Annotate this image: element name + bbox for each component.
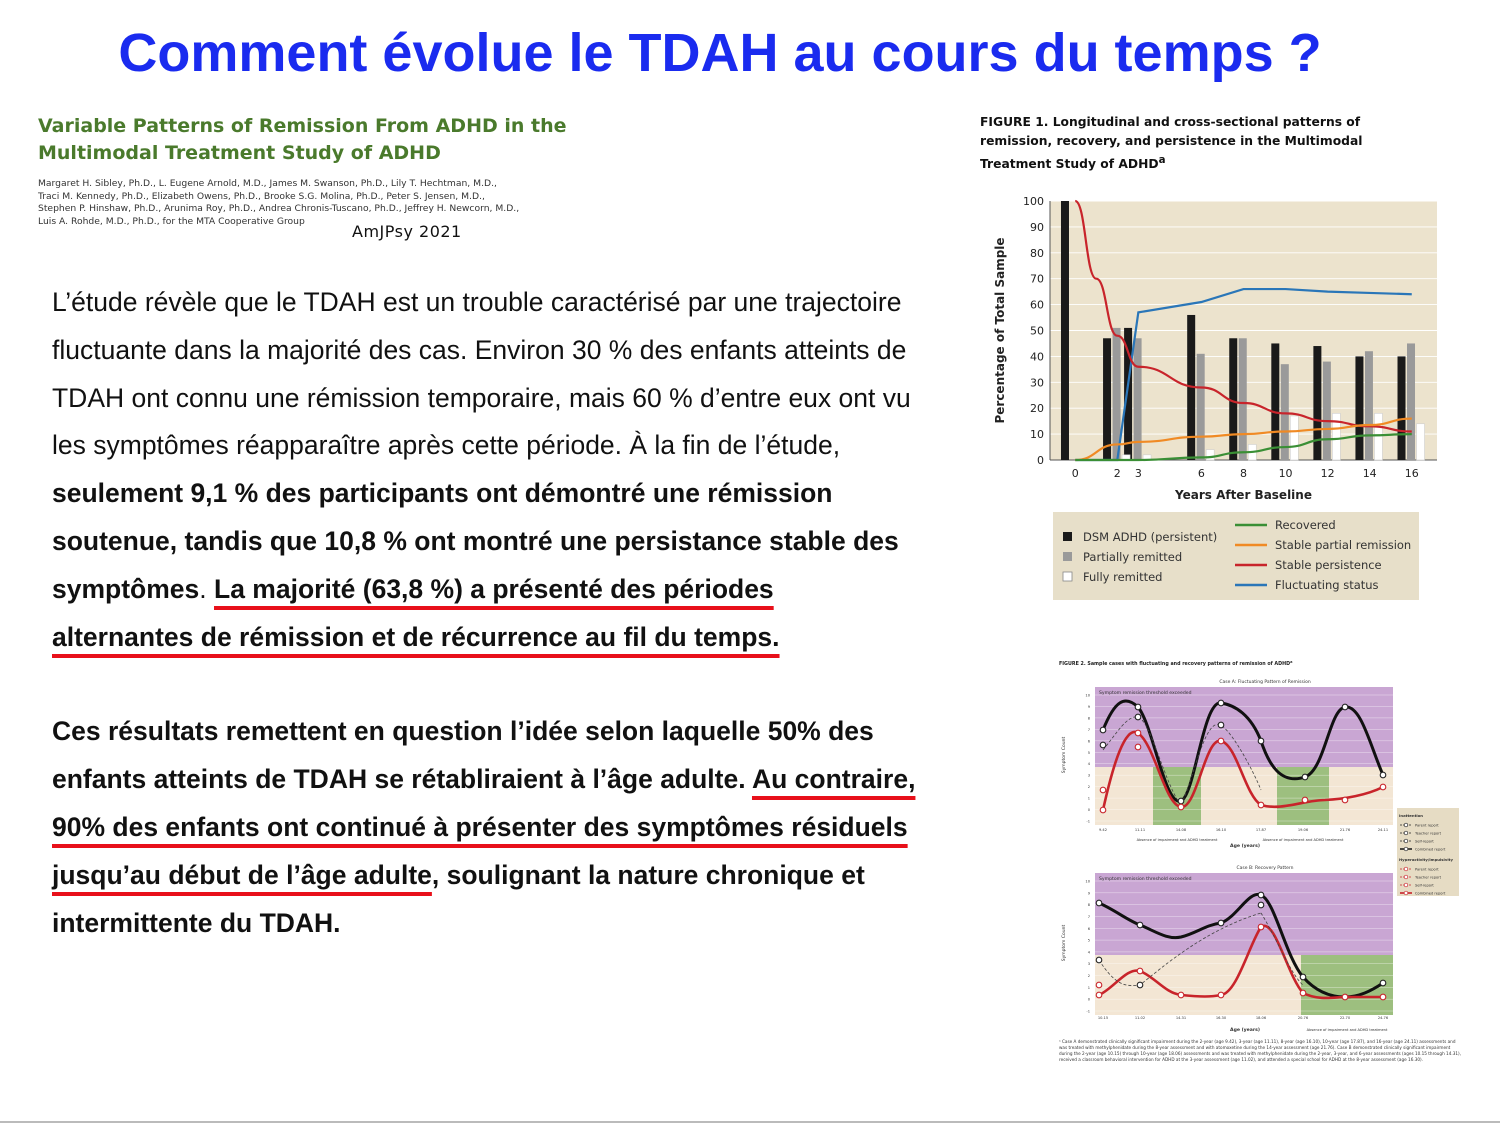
- figure2-ytick-label: 7: [1087, 727, 1090, 732]
- figure1-ytick-label: 70: [1030, 272, 1044, 286]
- figure2-ytick-label: 3: [1087, 962, 1090, 967]
- journal-reference: AmJPsy 2021: [352, 222, 462, 241]
- figure2-legend-marker: [1404, 891, 1408, 895]
- figure1-bar-partially: [1281, 364, 1289, 460]
- p1-period: .: [199, 573, 215, 604]
- paper-title-line1: Variable Patterns of Remission From ADHD in the: [38, 115, 567, 137]
- paragraph-2: [52, 708, 922, 947]
- figure2-point: [1096, 900, 1102, 906]
- legend-label-fluctuating: Fluctuating status: [1275, 578, 1379, 592]
- figure2-point: [1342, 994, 1348, 1000]
- figure2-legend-marker: [1404, 839, 1408, 843]
- figure1-bar-persistent: [1103, 338, 1111, 460]
- figure2-point: [1258, 902, 1264, 908]
- caseA-threshold-label: Symptom remission threshold exceeded: [1099, 691, 1192, 696]
- figure1-xtick-label: 6: [1197, 467, 1205, 480]
- figure2-ytick-label: 5: [1087, 938, 1090, 943]
- figure2-point: [1137, 922, 1143, 928]
- legend-swatch-fully: [1063, 572, 1072, 581]
- figure2-xtick-label: 22.70: [1339, 1016, 1351, 1020]
- figure2-point: [1300, 990, 1306, 996]
- legend-label-partially: Partially remitted: [1083, 550, 1183, 564]
- figure2-ytick-label: -1: [1086, 819, 1090, 824]
- figure1-ytick-label: 20: [1030, 402, 1044, 416]
- paper-title-line2: Multimodal Treatment Study of ADHD: [38, 142, 441, 164]
- figure1-bar-fully: [1374, 413, 1382, 460]
- figure2-legend-inattention: Inattention: [1399, 813, 1424, 818]
- figure2-point: [1137, 968, 1143, 974]
- figure2-point: [1342, 797, 1348, 803]
- figure2-legend-label: Self-report: [1415, 883, 1434, 888]
- p1-bold: seulement 9,1 % des participants ont démontré une rémission soutenue, tandis que 10,8 % ont montré une persistance stable des symptômes: [52, 478, 899, 604]
- figure1-ytick-label: 0: [1037, 454, 1044, 467]
- figure2-point: [1342, 704, 1348, 710]
- figure2-point: [1258, 738, 1264, 744]
- figure2-ytick-label: 10: [1085, 879, 1090, 884]
- legend-label-persistent: DSM ADHD (persistent): [1083, 530, 1218, 544]
- figure2-point: [1258, 924, 1264, 930]
- figure2-ytick-label: 3: [1087, 773, 1090, 778]
- figure2-point: [1218, 920, 1224, 926]
- figure2-legend-label: Parent report: [1415, 823, 1439, 828]
- figure1-xtick-label: 3: [1134, 467, 1142, 480]
- figure1-bar-persistent: [1313, 346, 1321, 460]
- figure2-ytick-label: 4: [1087, 762, 1090, 767]
- figure2-ytick-label: 10: [1085, 693, 1090, 698]
- figure2-point: [1178, 992, 1184, 998]
- figure2-xtick-label: 10.15: [1097, 1016, 1109, 1020]
- figure2-legend-label: Self-report: [1415, 839, 1434, 844]
- caseA-absence-label-1: Absence of impairment and ADHD treatment: [1136, 838, 1218, 842]
- figure2-xtick-label: 20.76: [1297, 1016, 1309, 1020]
- figure1-xlabel: Years After Baseline: [1175, 488, 1312, 502]
- figure2-point: [1096, 992, 1102, 998]
- figure2-legend-marker: [1404, 875, 1408, 879]
- caseA-xlabel: Age (years): [1230, 844, 1260, 849]
- figure2-point: [1300, 974, 1306, 980]
- legend-label-stable-persistence: Stable persistence: [1275, 558, 1382, 572]
- figure2-point: [1096, 982, 1102, 988]
- legend-swatch-persistent: [1063, 532, 1072, 541]
- p1-highlight: La majorité (63,8 %) a présenté des périodes alternantes de rémission et de récurrence au fil du temps.: [52, 573, 780, 652]
- figure2-point: [1380, 980, 1386, 986]
- figure2-legend-label: Teacher report: [1415, 875, 1442, 880]
- figure2-ytick-label: -1: [1086, 1009, 1090, 1014]
- figure2-ytick-label: 2: [1087, 974, 1090, 979]
- figure2-point: [1100, 727, 1106, 733]
- figure2-xtick-label: 14.08: [1175, 828, 1187, 832]
- figure1-ytick-label: 30: [1030, 376, 1044, 390]
- p2-highlight: Au contraire, 90% des enfants ont continué à présenter des symptômes résiduels jusqu’au début de l’âge adulte: [52, 764, 916, 890]
- figure2-point: [1137, 982, 1143, 988]
- legend-label-fully: Fully remitted: [1083, 570, 1163, 584]
- figure1-bar-fully: [1206, 450, 1214, 460]
- figure1-xtick-label: 16: [1404, 467, 1419, 480]
- figure1-bar-persistent: [1355, 356, 1363, 460]
- figure2-ytick-label: 1: [1087, 985, 1090, 990]
- authors-line4: Luis A. Rohde, M.D., Ph.D., for the MTA Cooperative Group: [38, 215, 305, 227]
- figure2-ytick-label: 0: [1087, 997, 1090, 1002]
- figure2-point: [1135, 730, 1141, 736]
- figure2-point: [1100, 742, 1106, 748]
- figure2-ytick-label: 5: [1087, 750, 1090, 755]
- figure1-legend-graphic: [1053, 512, 1419, 600]
- figure2-legend-marker: [1404, 847, 1408, 851]
- caseB-ylabel: Symptom Count: [1062, 924, 1067, 962]
- figure1-caption-lead: FIGURE 1.: [980, 115, 1049, 129]
- figure2-legend-label: Parent report: [1415, 867, 1439, 872]
- figure2-xtick-label: 21.76: [1339, 828, 1351, 832]
- figure1-bar-partially: [1239, 338, 1247, 460]
- figure2-xtick-label: 17.87: [1255, 828, 1267, 832]
- figure2-xtick-label: 14.31: [1175, 1016, 1187, 1020]
- figure2-point: [1258, 892, 1264, 898]
- figure2-point: [1302, 797, 1308, 803]
- figure2-legend-hyper: Hyperactivity/Impulsivity: [1399, 857, 1453, 862]
- figure2-title: FIGURE 2. Sample cases with fluctuating and recovery patterns of remission of ADHD$^a$: [1059, 660, 1293, 667]
- paper-title: [38, 113, 598, 167]
- caseA-xaxis-labels: [1099, 828, 1388, 832]
- figure2-point: [1380, 994, 1386, 1000]
- figure1-ytick-label: 50: [1030, 324, 1044, 338]
- figure1-chart: [985, 185, 1445, 507]
- figure2-xtick-label: 19.06: [1297, 828, 1309, 832]
- figure1-xtick-label: 10: [1278, 467, 1293, 480]
- figure2-footnote: ᵃ Case A demonstrated clinically significant impairment during the 2-year (age 9.42), 3-year (age 11.11), 8-year (age 16.10), 10-year (age 17.87), and 16-year (age 24.11) assessments and was treated with methylphenidate during the 8-year assessment and with atomoxetine during the 14-year assessment (age 21.76). Case B demonstrated clinically significant impairment during the 2-year (age 10.15) through 10-year (age 18.06) assessments and was treated with methylphenidate during the 2-year, 3-year, and 6-year assessments (ages 10.15 through 14.31), received a classroom behavioral intervention for ADHD at the 3-year assessment (age 11.02), and attended a special school for ADHD at the 8-year assessment (age 16.30).: [1059, 1039, 1461, 1062]
- figure2-ytick-label: 7: [1087, 914, 1090, 919]
- figure2-legend-marker: [1404, 823, 1408, 827]
- figure1-bar-persistent: [1271, 343, 1279, 460]
- figure1-ytick-label: 100: [1023, 195, 1044, 208]
- body-text: [52, 279, 922, 947]
- figure2-xtick-label: 16.10: [1215, 828, 1227, 832]
- caseA-ylabel: Symptom Count: [1062, 736, 1067, 774]
- figure2-legend-label: Teacher report: [1415, 831, 1442, 836]
- caseB-xaxis-labels: [1098, 1016, 1389, 1020]
- page-bottom-divider: [0, 1121, 1500, 1123]
- figure2-ytick-label: 8: [1087, 903, 1090, 908]
- caseB-absence-label: Absence of impairment and ADHD treatment: [1306, 1028, 1388, 1032]
- figure2-point: [1100, 787, 1106, 793]
- figure2-point: [1178, 798, 1184, 804]
- figure1-bar-persistent: [1124, 328, 1132, 460]
- figure2-xtick-label: 24.11: [1377, 828, 1389, 832]
- figure2-point: [1380, 772, 1386, 778]
- figure2-legend-marker: [1404, 867, 1408, 871]
- figure1-ytick-label: 10: [1030, 428, 1044, 442]
- figure2-xtick-label: 11.11: [1134, 828, 1146, 832]
- figure2-ytick-label: 6: [1087, 926, 1090, 931]
- figure2-point: [1258, 802, 1264, 808]
- figure1-bar-partially: [1365, 351, 1373, 460]
- p1-intro: L’étude révèle que le TDAH est un trouble caractérisé par une trajectoire fluctuante dans la majorité des cas. Environ 30 % des enfants atteints de TDAH ont connu une rémission temporaire, mais 60 % d’entre eux ont vu les symptômes réapparaître après cette période. À la fin de l’étude,: [52, 287, 911, 461]
- figure1-ylabel: Percentage of Total Sample: [993, 237, 1007, 424]
- figure2-ytick-label: 8: [1087, 716, 1090, 721]
- figure1-xtick-label: 2: [1113, 467, 1121, 480]
- paper-authors: [38, 178, 578, 228]
- figure2-xtick-label: 18.06: [1255, 1016, 1267, 1020]
- figure2-point: [1218, 722, 1224, 728]
- figure2-point: [1218, 992, 1224, 998]
- figure2-ytick-label: 6: [1087, 739, 1090, 744]
- figure2-ytick-label: 1: [1087, 796, 1090, 801]
- figure2-footnote-box: [1059, 1039, 1461, 1093]
- figure1-ytick-label: 80: [1030, 246, 1044, 260]
- figure2-point: [1218, 700, 1224, 706]
- figure2-legend-label: Combined report: [1415, 891, 1446, 896]
- figure2-point: [1218, 738, 1224, 744]
- legend-label-stable-partial: Stable partial remission: [1275, 538, 1412, 552]
- figure1-bar-partially: [1197, 354, 1205, 460]
- figure2-ytick-label: 9: [1087, 891, 1090, 896]
- figure1-bar-fully: [1417, 424, 1425, 460]
- slide-title: Comment évolue le TDAH au cours du temps ?: [118, 23, 1322, 83]
- figure2-ytick-label: 0: [1087, 808, 1090, 813]
- p2-intro: Ces résultats remettent en question l’idée selon laquelle 50% des enfants atteints de TDAH se rétabliraient à l’âge adulte.: [52, 716, 874, 795]
- figure2-xtick-label: 24.76: [1377, 1016, 1389, 1020]
- figure1-ytick-label: 40: [1030, 350, 1044, 364]
- figure1-bar-fully: [1290, 416, 1298, 460]
- caseB-title: Case B: Recovery Pattern: [1236, 866, 1294, 871]
- caseB-threshold-label: Symptom remission threshold exceeded: [1099, 877, 1192, 882]
- figure1-xtick-label: 12: [1320, 467, 1335, 480]
- figure1-bar-persistent: [1061, 201, 1069, 460]
- figure1-bar-partially: [1407, 343, 1415, 460]
- figure1-caption-text: Longitudinal and cross-sectional patterns of remission, recovery, and persistence in the Multimodal Treatment Study of ADHD: [980, 115, 1363, 172]
- figure2-legend-marker: [1404, 883, 1408, 887]
- figure2-xtick-label: 9.42: [1098, 828, 1108, 832]
- authors-line3: Stephen P. Hinshaw, Ph.D., Arunima Roy, Ph.D., Andrea Chronis-Tuscano, Ph.D., Jeffrey H. Newcorn, M.D.,: [38, 203, 520, 214]
- figure2-panel: [1055, 655, 1465, 1095]
- figure2-legend-marker: [1404, 831, 1408, 835]
- figure2-legend-label: Combined report: [1415, 847, 1446, 852]
- legend-swatch-partially: [1063, 552, 1072, 561]
- figure1-xtick-label: 0: [1071, 467, 1079, 480]
- caseB-xlabel: Age (years): [1230, 1028, 1260, 1033]
- figure1-legend: [1053, 512, 1419, 600]
- figure1-bar-persistent: [1398, 356, 1406, 460]
- legend-label-recovered: Recovered: [1275, 518, 1336, 532]
- caseA-title: Case A: Fluctuating Pattern of Remission: [1219, 680, 1311, 685]
- figure2-ytick-label: 4: [1087, 950, 1090, 955]
- authors-line1: Margaret H. Sibley, Ph.D., L. Eugene Arnold, M.D., James M. Swanson, Ph.D., Lily T. Hechtman, M.D.,: [38, 178, 497, 189]
- p2-end: , soulignant la nature chronique et intermittente du TDAH.: [52, 859, 865, 938]
- paragraph-1: [52, 279, 922, 661]
- figure2-ytick-label: 9: [1087, 704, 1090, 709]
- authors-line2: Traci M. Kennedy, Ph.D., Elizabeth Owens, Ph.D., Brooke S.G. Molina, Ph.D., Peter S. Jensen, M.D.,: [38, 190, 485, 202]
- figure2-point: [1135, 744, 1141, 750]
- figure1-caption-sup: a: [1158, 154, 1166, 166]
- figure2-point: [1380, 784, 1386, 790]
- figure1-ytick-label: 60: [1030, 298, 1044, 312]
- figure2-point: [1135, 714, 1141, 720]
- figure2-ytick-label: 2: [1087, 785, 1090, 790]
- figure1-ytick-label: 90: [1030, 220, 1044, 234]
- figure2-point: [1302, 774, 1308, 780]
- figure1-bar-partially: [1323, 362, 1331, 460]
- figure2-point: [1100, 807, 1106, 813]
- figure2-point: [1178, 804, 1184, 810]
- figure2-xtick-label: 11.02: [1134, 1016, 1146, 1020]
- figure2-point: [1135, 704, 1141, 710]
- caseA-absence-label-2: Absence of impairment and ADHD treatment: [1262, 838, 1344, 842]
- figure1-caption: [980, 113, 1420, 174]
- caseB-threshold-zone: [1095, 873, 1393, 955]
- figure1-xtick-label: 8: [1240, 467, 1247, 480]
- figure1-xtick-label: 14: [1362, 467, 1377, 480]
- figure2-xtick-label: 16.30: [1215, 1016, 1227, 1020]
- figure2-point: [1096, 957, 1102, 963]
